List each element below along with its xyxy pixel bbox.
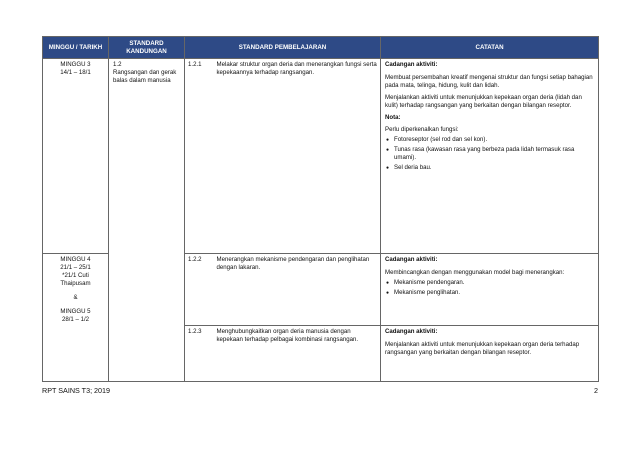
note-intro: Perlu diperkenalkan fungsi:	[385, 126, 459, 134]
list-item: ● Mekanisme pendengaran.	[385, 279, 594, 287]
list-item: ● Fotoreseptor (sel rod dan sel kon).	[385, 136, 594, 144]
sp-code-cell: 1.2.3	[185, 326, 215, 382]
note-bullet-list	[385, 136, 594, 172]
table-row	[43, 59, 599, 254]
sp-code-cell: 1.2.1	[185, 59, 215, 254]
catatan-heading: Cadangan aktiviti:	[385, 61, 438, 68]
holiday-note: *21/1 Cuti	[62, 272, 89, 280]
sp-text-cell: Menerangkan mekanisme pendengaran dan penglihatan dengan lakaran.	[215, 254, 381, 326]
list-item: ● Sel deria bau.	[385, 164, 594, 172]
sp-code-cell: 1.2.2	[185, 254, 215, 326]
catatan-paragraph: Menjalankan aktiviti untuk menunjukkan kepekaan organ deria terhadap rangsangan yang berkaitan dengan bilangan reseptor.	[385, 341, 580, 357]
week-dates: 14/1 – 18/1	[60, 69, 91, 77]
week-label: MINGGU 3	[60, 61, 91, 68]
catatan-heading: Cadangan aktiviti:	[385, 328, 438, 335]
list-item: ● Tunas rasa (kawasan rasa yang berbeza pada lidah termasuk rasa umami).	[385, 146, 594, 162]
week-label: MINGGU 5	[60, 308, 91, 316]
week-label: MINGGU 4	[60, 256, 91, 263]
week-separator: &	[73, 294, 78, 302]
sp-text-cell: Menghubungkaitkan organ deria manusia dengan kepekaan terhadap pelbagai kombinasi rangsangan.	[215, 326, 381, 382]
week-dates: 28/1 – 1/2	[61, 316, 90, 324]
week-dates: 21/1 – 25/1	[60, 264, 91, 272]
catatan-bullet-list	[385, 279, 594, 297]
header-catatan: CATATAN	[381, 37, 599, 59]
catatan-cell	[381, 59, 599, 254]
holiday-name: Thaipusam	[60, 280, 91, 288]
standard-kandungan-code: 1.2	[113, 61, 122, 68]
week-cell-minggu-3	[43, 59, 109, 254]
catatan-heading: Cadangan aktiviti:	[385, 256, 438, 263]
page-number: 2	[594, 386, 598, 395]
footer-title: RPT SAINS T3; 2019	[42, 386, 111, 395]
header-minggu-tarikh: MINGGU / TARIKH	[43, 37, 109, 59]
header-standard-pembelajaran: STANDARD PEMBELAJARAN	[185, 37, 381, 59]
standard-kandungan-title: Rangsangan dan gerak balas dalam manusia	[113, 69, 177, 85]
catatan-cell	[381, 326, 599, 382]
standard-kandungan-cell	[109, 59, 185, 382]
note-label: Nota:	[385, 114, 401, 122]
sp-text-cell: Melakar struktur organ deria dan menerangkan fungsi serta kepekaannya terhadap rangsangan.	[215, 59, 381, 254]
catatan-paragraph: Membincangkan dengan menggunakan model bagi menerangkan:	[385, 269, 565, 277]
table-header-row	[43, 37, 599, 59]
week-cell-minggu-4-5	[43, 254, 109, 382]
catatan-paragraph: Menjalankan aktiviti untuk menunjukkan kepekaan organ deria (lidah dan kulit) terhadap rangsangan yang berkaitan dengan bilangan reseptor.	[385, 94, 582, 110]
catatan-cell	[381, 254, 599, 326]
catatan-paragraph: Membuat persembahan kreatif mengenai struktur dan fungsi setiap bahagian pada mata, telinga, hidung, kulit dan lidah.	[385, 74, 593, 90]
header-standard-kandungan: STANDARD KANDUNGAN	[109, 37, 185, 59]
lesson-plan-table	[42, 36, 599, 382]
list-item: ● Mekanisme penglihatan.	[385, 289, 594, 297]
